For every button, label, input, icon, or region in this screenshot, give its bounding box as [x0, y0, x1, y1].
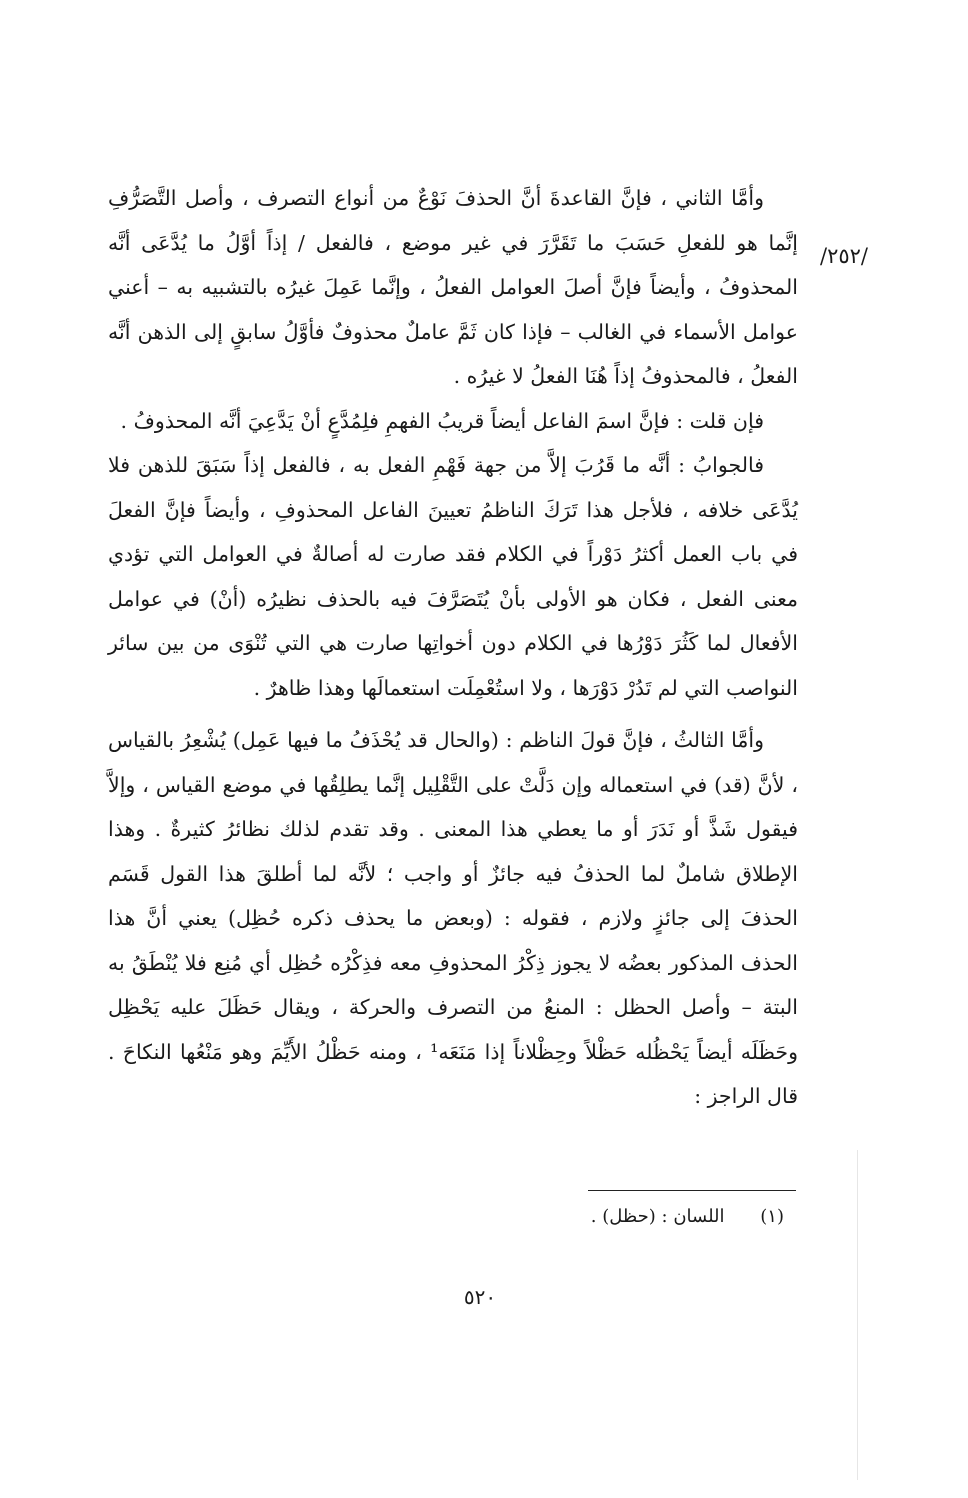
- paragraph-second-point: وأمَّا الثاني ، فإنَّ القاعدةَ أنَّ الحذفَ نَوْعٌ من أنواع التصرف ، وأصل التَّصَرُّفِ إنَّما هو للفعلِ حَسَبَ ما تَقَرَّرَ في غير موضع ، فالفعل / إذاً أوَّلُ ما يُدَّعَى أنَّه المحذوفُ ، وأيضاً فإنَّ أصلَ العوامل الفعلُ ، وإنَّما عَمِلَ غيرُه بالتشبيه به – أعني عوامل الأسماء في الغالب – فإذا كان ثَمَّ عاملٌ محذوفٌ فأوَّلُ سابقٍ إلى الذهن أنَّه الفعلُ ، فالمحذوفُ إذاً هُنَا الفعلُ لا غيرُه .: [108, 186, 798, 388]
- page-number: ٥٢٠: [463, 1285, 497, 1309]
- footnote-text: اللسان : (حظل) .: [590, 1206, 725, 1227]
- main-text: [108, 176, 798, 1119]
- paragraph-third-point: وأمَّا الثالثُ ، فإنَّ قولَ الناظم : (والحال قد يُحْذَفُ ما فيها عَمِل) يُشْعِرُ بالقياس ، لأنَّ (قد) في استعماله وإن دَلَّتْ على التَّقْلِيل إنَّما يطلِقُها في موضع القياس ، وإلاَّ فيقول شَذَّ أو نَدَرَ أو ما يعطي هذا المعنى . وقد تقدم لذلك نظائرُ كثيرةٌ . وهذا الإطلاق شاملٌ لما الحذفُ فيه جائزٌ أو واجب ؛ لأنَّه لما أطلقَ هذا القول قَسَم الحذفَ إلى جائزٍ ولازم ، فقوله : (وبعض ما يحذف ذكره حُظِل) يعني أنَّ هذا الحذف المذكور بعضُه لا يجوز ذِكْرُ المحذوفِ معه فذِكْرُه حُظِل أي مُنِع فلا يُنْطَقُ به البتة – وأصل الحظل : المنعُ من التصرف والحركة ، ويقال حَظَلَ عليه يَحْظِل وحَظَلَه أيضاً يَحْظُله حَظْلاً وحِظْلاناً إذا مَنَعَه¹ ، ومنه حَظْلُ الأَيِّمَ وهو مَنْعُها النكاحَ . قال الراجز :: [108, 728, 798, 1108]
- footnote: [400, 1206, 784, 1227]
- margin-page-reference: /٢٥٢/: [820, 244, 868, 268]
- scan-edge-line: [857, 1150, 858, 1480]
- footnote-divider: [588, 1190, 796, 1191]
- footnote-number: (١): [760, 1206, 784, 1227]
- paragraph-objection: فإن قلت : فإنَّ اسمَ الفاعل أيضاً قريبُ الفهمِ فلِمُدَّعٍ أنْ يَدَّعِيَ أنَّه المحذوفُ .: [120, 408, 764, 433]
- paragraph-answer: فالجوابُ : أنَّه ما قَرُبَ إلاَّ من جهة فَهْمِ الفعل به ، فالفعل إذاً سَبَقَ للذهن فلا يُدَّعَى خلافه ، فلأجل هذا تَرَكَ الناظمُ تعيينَ الفاعل المحذوفِ ، وأيضاً فإنَّ الفعلَ في باب العمل أكثرُ دَوْراً في الكلام فقد صارت له أصالةٌ في العوامل التي تؤدي معنى الفعل ، فكان هو الأولى بأنْ يُتَصَرَّفَ فيه بالحذف نظيرُه (أنْ) في عوامل الأفعال لما كَثُرَ دَوْرُها في الكلام دون أخواتِها صارت هي التي تُنْوَى من بين سائر النواصب التي لم تَدُرْ دَوْرَها ، ولا استُعْمِلَت استعمالَها وهذا ظاهرٌ .: [108, 453, 798, 700]
